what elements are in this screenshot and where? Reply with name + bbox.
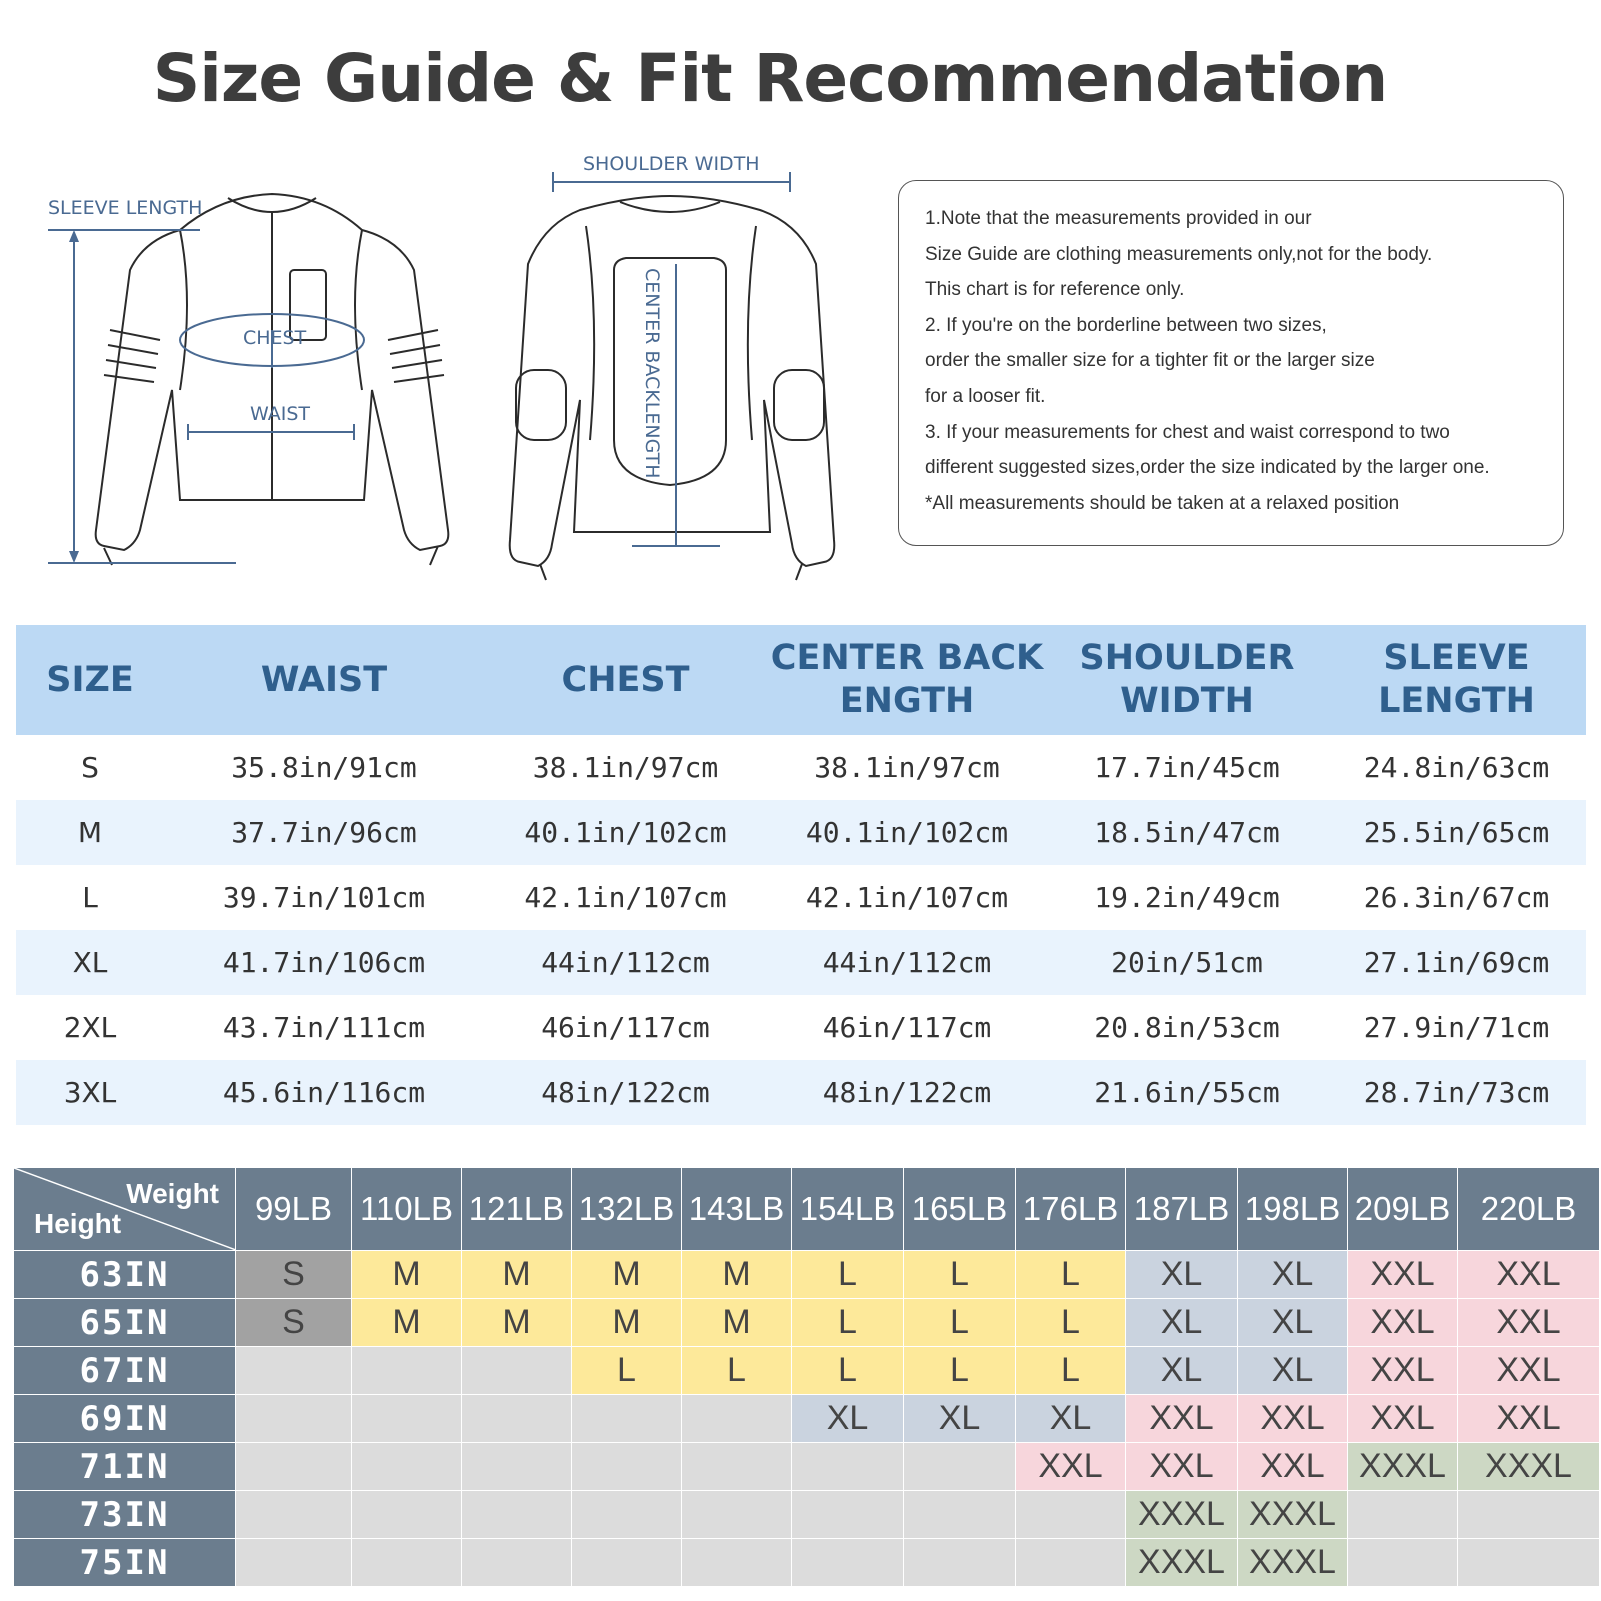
measurement-cell: 19.2in/49cm: [1094, 881, 1280, 914]
weight-column-header: 154LB: [792, 1168, 904, 1251]
recommended-size-cell: M: [352, 1299, 462, 1347]
front-jacket-illustration: [96, 194, 449, 565]
height-row: [14, 1395, 1600, 1443]
column-header-center-back-length: CENTER BACK ENGTH: [767, 625, 1047, 735]
recommended-size-cell: XXXL: [1348, 1443, 1458, 1491]
recommended-size-cell: [1016, 1539, 1126, 1587]
weight-column-header: 99LB: [236, 1168, 352, 1251]
recommended-size-cell: [572, 1443, 682, 1491]
weight-column-header: 143LB: [682, 1168, 792, 1251]
recommended-size-cell: [572, 1539, 682, 1587]
recommended-size-cell: L: [904, 1299, 1016, 1347]
measurement-cell: 35.8in/91cm: [231, 751, 417, 784]
recommended-size-cell: [682, 1443, 792, 1491]
recommended-size-cell: L: [792, 1299, 904, 1347]
recommended-size-cell: L: [1016, 1347, 1126, 1395]
recommended-size-cell: [572, 1491, 682, 1539]
weight-column-header: 198LB: [1238, 1168, 1348, 1251]
note-line: 1.Note that the measurements provided in our: [925, 208, 1312, 229]
recommended-size-cell: [792, 1491, 904, 1539]
height-row: [14, 1443, 1600, 1491]
recommended-size-cell: L: [572, 1347, 682, 1395]
recommended-size-cell: [462, 1347, 572, 1395]
weight-column-header: 132LB: [572, 1168, 682, 1251]
column-header-chest: CHEST: [484, 625, 767, 735]
recommended-size-cell: XXL: [1238, 1395, 1348, 1443]
recommended-size-cell: M: [572, 1251, 682, 1299]
recommended-size-cell: [236, 1395, 352, 1443]
recommended-size-cell: [236, 1491, 352, 1539]
measurement-cell: 38.1in/97cm: [532, 751, 719, 784]
recommended-size-cell: [352, 1443, 462, 1491]
note-line: This chart is for reference only.: [925, 279, 1185, 301]
note-line: different suggested sizes,order the size indicated by the larger one.: [925, 457, 1490, 479]
recommended-size-cell: [236, 1347, 352, 1395]
fit-grid-header-row: [14, 1168, 1600, 1251]
recommended-size-cell: S: [236, 1251, 352, 1299]
measurement-cell: 44in/112cm: [767, 930, 1047, 995]
recommended-size-cell: [1458, 1539, 1600, 1587]
recommended-size-cell: XXL: [1348, 1347, 1458, 1395]
recommended-size-cell: [462, 1443, 572, 1491]
recommended-size-cell: M: [682, 1299, 792, 1347]
size-table-row: [16, 1060, 1586, 1125]
note-line: *All measurements should be taken at a relaxed position: [925, 492, 1400, 514]
measurement-cell: 21.6in/55cm: [1047, 1060, 1327, 1125]
measurement-cell: 27.1in/69cm: [1327, 930, 1586, 995]
recommended-size-cell: [682, 1491, 792, 1539]
height-row: [14, 1539, 1600, 1587]
height-row-header: 75IN: [14, 1539, 236, 1587]
height-row: [14, 1251, 1600, 1299]
recommended-size-cell: L: [792, 1347, 904, 1395]
measurement-cell: 24.8in/63cm: [1363, 751, 1550, 784]
recommended-size-cell: [1348, 1491, 1458, 1539]
recommended-size-cell: [904, 1443, 1016, 1491]
recommended-size-cell: XXL: [1126, 1395, 1238, 1443]
measurement-cell: 46in/117cm: [541, 1011, 710, 1044]
note-line: for a looser fit.: [925, 385, 1046, 407]
recommended-size-cell: [352, 1491, 462, 1539]
height-row-header: 63IN: [14, 1251, 236, 1299]
recommended-size-cell: L: [682, 1347, 792, 1395]
measurement-cell: 42.1in/107cm: [805, 881, 1009, 914]
shoulder-width-label: SHOULDER WIDTH: [583, 153, 760, 175]
recommended-size-cell: XL: [1238, 1251, 1348, 1299]
recommended-size-cell: L: [792, 1251, 904, 1299]
recommended-size-cell: XXXL: [1126, 1491, 1238, 1539]
recommended-size-cell: XL: [1238, 1347, 1348, 1395]
measurement-cell: 45.6in/116cm: [164, 1060, 484, 1125]
weight-height-corner-cell: [14, 1168, 236, 1251]
height-row-header: 67IN: [14, 1347, 236, 1395]
measurement-cell: 38.1in/97cm: [814, 751, 1000, 784]
recommended-size-cell: [904, 1539, 1016, 1587]
recommended-size-cell: XXL: [1458, 1299, 1600, 1347]
measurement-cell: 17.7in/45cm: [1094, 751, 1280, 784]
measurement-cell: 48in/122cm: [767, 1060, 1047, 1125]
height-row-header: 73IN: [14, 1491, 236, 1539]
measurement-cell: 25.5in/65cm: [1327, 800, 1586, 865]
measurement-cell: 26.3in/67cm: [1363, 881, 1550, 914]
recommended-size-cell: [462, 1491, 572, 1539]
size-cell: 3XL: [16, 1060, 164, 1125]
recommended-size-cell: [682, 1395, 792, 1443]
recommended-size-cell: M: [462, 1251, 572, 1299]
recommended-size-cell: XXXL: [1126, 1539, 1238, 1587]
note-line: Size Guide are clothing measurements only,not for the body.: [925, 243, 1433, 265]
measurement-cell: 18.5in/47cm: [1047, 800, 1327, 865]
measurement-cell: 42.1in/107cm: [524, 881, 727, 914]
height-row-header: 65IN: [14, 1299, 236, 1347]
height-row: [14, 1347, 1600, 1395]
column-header-size: SIZE: [16, 625, 164, 735]
recommended-size-cell: XXL: [1458, 1395, 1600, 1443]
recommended-size-cell: [236, 1443, 352, 1491]
center-back-length-label: CENTER BACKLENGTH: [641, 268, 663, 479]
size-cell: L: [82, 881, 98, 914]
recommended-size-cell: [352, 1347, 462, 1395]
weight-column-header: 110LB: [352, 1168, 462, 1251]
measurement-cell: 28.7in/73cm: [1327, 1060, 1586, 1125]
recommended-size-cell: [792, 1443, 904, 1491]
recommended-size-cell: XL: [1016, 1395, 1126, 1443]
recommended-size-cell: XXXL: [1458, 1443, 1600, 1491]
recommended-size-cell: M: [352, 1251, 462, 1299]
size-measurement-table: [16, 625, 1586, 1125]
measurement-cell: 37.7in/96cm: [164, 800, 484, 865]
size-cell: 2XL: [63, 1011, 117, 1044]
recommended-size-cell: XXL: [1458, 1347, 1600, 1395]
recommended-size-cell: XXXL: [1238, 1491, 1348, 1539]
column-header-sleeve-length: SLEEVE LENGTH: [1327, 625, 1586, 735]
waist-label: WAIST: [250, 403, 311, 425]
back-jacket-illustration: [510, 196, 835, 580]
recommended-size-cell: [1348, 1539, 1458, 1587]
weight-column-header: 165LB: [904, 1168, 1016, 1251]
recommended-size-cell: L: [904, 1251, 1016, 1299]
recommended-size-cell: M: [572, 1299, 682, 1347]
weight-axis-label: Weight: [126, 1178, 219, 1209]
weight-column-header: 121LB: [462, 1168, 572, 1251]
column-header-waist: WAIST: [164, 625, 484, 735]
measurement-cell: 40.1in/102cm: [484, 800, 767, 865]
measurement-cell: 40.1in/102cm: [767, 800, 1047, 865]
height-row-header: 71IN: [14, 1443, 236, 1491]
chest-label: CHEST: [243, 327, 307, 349]
recommended-size-cell: [1458, 1491, 1600, 1539]
recommended-size-cell: XXL: [1126, 1443, 1238, 1491]
size-cell: XL: [16, 930, 164, 995]
size-table-row: [16, 930, 1586, 995]
height-row: [14, 1491, 1600, 1539]
note-line: 3. If your measurements for chest and waist correspond to two: [925, 421, 1450, 443]
recommended-size-cell: XL: [1126, 1251, 1238, 1299]
recommended-size-cell: L: [1016, 1251, 1126, 1299]
recommended-size-cell: M: [682, 1251, 792, 1299]
measurement-cell: 41.7in/106cm: [164, 930, 484, 995]
recommended-size-cell: [792, 1539, 904, 1587]
recommended-size-cell: [236, 1539, 352, 1587]
size-cell: S: [81, 751, 99, 784]
size-table-row: [16, 995, 1586, 1060]
size-table-row: [16, 800, 1586, 865]
size-cell: M: [16, 800, 164, 865]
measurement-cell: 43.7in/111cm: [222, 1011, 426, 1044]
recommended-size-cell: XL: [904, 1395, 1016, 1443]
column-header-shoulder-width: SHOULDER WIDTH: [1047, 625, 1327, 735]
recommended-size-cell: [682, 1539, 792, 1587]
recommended-size-cell: XXXL: [1238, 1539, 1348, 1587]
recommended-size-cell: XXL: [1458, 1251, 1600, 1299]
recommended-size-cell: [352, 1395, 462, 1443]
size-table-row: [16, 735, 1586, 800]
size-table-row: [16, 865, 1586, 930]
measurement-cell: 46in/117cm: [822, 1011, 992, 1044]
height-row: [14, 1299, 1600, 1347]
recommended-size-cell: L: [1016, 1299, 1126, 1347]
recommended-size-cell: [462, 1539, 572, 1587]
page-title: Size Guide & Fit Recommendation: [152, 40, 1388, 117]
recommended-size-cell: S: [236, 1299, 352, 1347]
measurement-cell: 44in/112cm: [484, 930, 767, 995]
recommended-size-cell: M: [462, 1299, 572, 1347]
height-axis-label: Height: [34, 1208, 122, 1239]
recommended-size-cell: XL: [1126, 1299, 1238, 1347]
note-line: 2. If you're on the borderline between two sizes,: [925, 314, 1327, 336]
recommended-size-cell: L: [904, 1347, 1016, 1395]
weight-column-header: 220LB: [1458, 1168, 1600, 1251]
weight-column-header: 187LB: [1126, 1168, 1238, 1251]
recommended-size-cell: XL: [792, 1395, 904, 1443]
measurement-cell: 48in/122cm: [484, 1060, 767, 1125]
recommended-size-cell: [1016, 1491, 1126, 1539]
recommended-size-cell: [572, 1395, 682, 1443]
recommended-size-cell: XL: [1126, 1347, 1238, 1395]
recommended-size-cell: XXL: [1238, 1443, 1348, 1491]
measurement-cell: 39.7in/101cm: [222, 881, 426, 914]
recommended-size-cell: [462, 1395, 572, 1443]
recommended-size-cell: XL: [1238, 1299, 1348, 1347]
note-line: order the smaller size for a tighter fit or the larger size: [925, 350, 1375, 372]
recommended-size-cell: XXL: [1348, 1395, 1458, 1443]
measurement-cell: 27.9in/71cm: [1363, 1011, 1550, 1044]
recommended-size-cell: XXL: [1016, 1443, 1126, 1491]
jacket-diagram: [0, 140, 880, 600]
weight-column-header: 176LB: [1016, 1168, 1126, 1251]
height-row-header: 69IN: [14, 1395, 236, 1443]
notes-box: [898, 180, 1564, 546]
size-table-header-row: [16, 625, 1586, 735]
measurement-cell: 20in/51cm: [1047, 930, 1327, 995]
recommended-size-cell: [904, 1491, 1016, 1539]
recommended-size-cell: XXL: [1348, 1299, 1458, 1347]
weight-column-header: 209LB: [1348, 1168, 1458, 1251]
recommended-size-cell: [352, 1539, 462, 1587]
recommended-size-cell: XXL: [1348, 1251, 1458, 1299]
sleeve-length-label: SLEEVE LENGTH: [48, 197, 203, 219]
measurement-cell: 20.8in/53cm: [1094, 1011, 1280, 1044]
fit-recommendation-grid: [13, 1167, 1600, 1587]
